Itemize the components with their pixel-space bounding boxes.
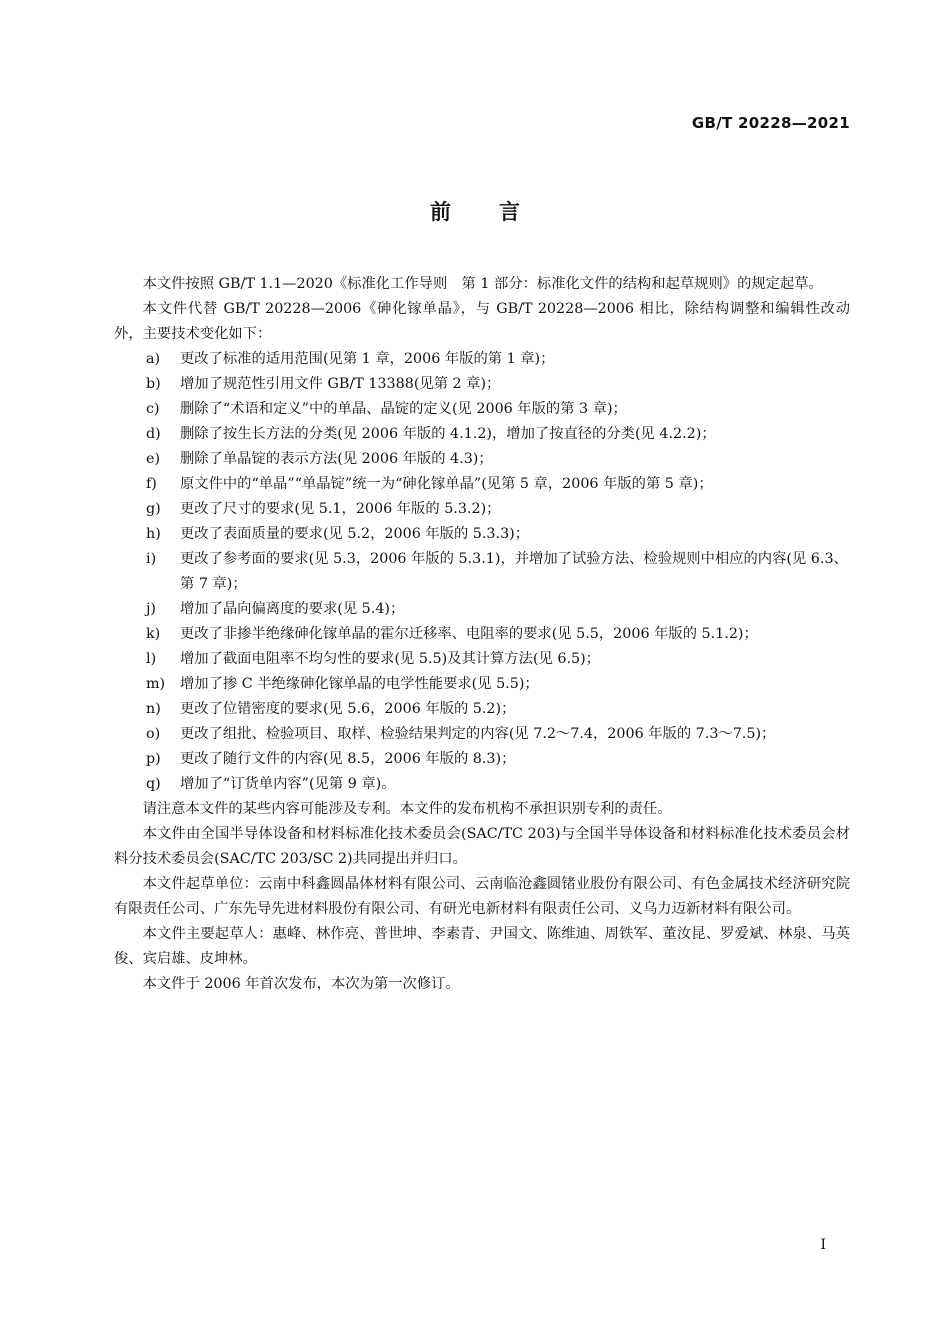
list-item: [114, 672, 850, 697]
list-marker: k): [146, 626, 161, 642]
list-text: 增加了规范性引用文件 GB/T 13388(见第 2 章)；: [180, 376, 501, 392]
paragraph-drafting-organizations: 本文件起草单位：云南中科鑫圆晶体材料有限公司、云南临沧鑫圆锗业股份有限公司、有色金属技术经济研究院有限责任公司、广东先导先进材料股份有限公司、有研光电新材料有限责任公司、义乌力迈新材料有限公司。: [114, 876, 850, 917]
paragraph-publication-history: 本文件于 2006 年首次发布，本次为第一次修订。: [142, 976, 460, 992]
list-marker: p): [146, 751, 161, 767]
technical-changes-list: [114, 347, 850, 797]
list-item: [114, 747, 850, 772]
list-marker: f): [146, 476, 157, 492]
list-text: 增加了截面电阻率不均匀性的要求(见 5.5)及其计算方法(见 6.5)；: [180, 651, 600, 667]
list-text: 删除了“术语和定义”中的单晶、晶锭的定义(见 2006 年版的第 3 章)；: [180, 401, 627, 417]
list-text: 更改了表面质量的要求(见 5.2，2006 年版的 5.3.3)；: [180, 526, 530, 542]
list-marker: n): [146, 701, 161, 717]
list-text: 更改了组批、检验项目、取样、检验结果判定的内容(见 7.2～7.4，2006 年版的 7.3～7.5)；: [180, 726, 776, 742]
list-text: 更改了非掺半绝缘砷化镓单晶的霍尔迁移率、电阻率的要求(见 5.5，2006 年版的 5.1.2)；: [180, 626, 758, 642]
list-text: 增加了“订货单内容”(见第 9 章)。: [180, 776, 396, 792]
list-marker: o): [146, 726, 161, 742]
list-text: 删除了按生长方法的分类(见 2006 年版的 4.1.2)，增加了按直径的分类(见 4.2.2)；: [180, 426, 716, 442]
list-text: 增加了掺 C 半绝缘砷化镓单晶的电学性能要求(见 5.5)；: [180, 676, 539, 692]
list-item: [114, 497, 850, 522]
list-text: 更改了标准的适用范围(见第 1 章，2006 年版的第 1 章)；: [180, 351, 555, 367]
page-number: I: [820, 1237, 826, 1253]
list-item: [114, 597, 850, 622]
paragraph-drafting-rules: 本文件按照 GB/T 1.1—2020《标准化工作导则 第 1 部分：标准化文件的结构和起草规则》的规定起草。: [142, 276, 823, 292]
list-item: [114, 472, 850, 497]
paragraph-patent-notice: 请注意本文件的某些内容可能涉及专利。本文件的发布机构不承担识别专利的责任。: [142, 801, 672, 817]
list-item: [114, 347, 850, 372]
standard-code: GB/T 20228—2021: [691, 114, 850, 132]
list-item: [114, 697, 850, 722]
list-text: 更改了位错密度的要求(见 5.6，2006 年版的 5.2)；: [180, 701, 516, 717]
list-text: 更改了随行文件的内容(见 8.5，2006 年版的 8.3)；: [180, 751, 516, 767]
list-marker: j): [146, 601, 157, 617]
list-text: 增加了晶向偏离度的要求(见 5.4)；: [180, 601, 405, 617]
list-marker: c): [146, 401, 160, 417]
list-item: [114, 547, 850, 597]
list-text: 原文件中的“单晶”“单晶锭”统一为“砷化镓单晶”(见第 5 章，2006 年版的第 5 章)；: [180, 476, 713, 492]
list-item: [114, 397, 850, 422]
list-marker: d): [146, 426, 161, 442]
list-marker: l): [146, 651, 157, 667]
page-title: 前言: [430, 200, 568, 224]
list-item: [114, 447, 850, 472]
list-item: [114, 772, 850, 797]
list-marker: m): [146, 676, 166, 692]
list-item: [114, 522, 850, 547]
list-item: [114, 622, 850, 647]
list-marker: b): [146, 376, 161, 392]
foreword-body: [114, 272, 850, 997]
paragraph-replacement: 本文件代替 GB/T 20228—2006《砷化镓单晶》，与 GB/T 20228—2006 相比，除结构调整和编辑性改动外，主要技术变化如下：: [114, 301, 850, 342]
list-marker: a): [146, 351, 161, 367]
list-item: [114, 722, 850, 747]
list-marker: i): [146, 551, 157, 567]
list-marker: q): [146, 776, 161, 792]
list-text: 更改了参考面的要求(见 5.3，2006 年版的 5.3.1)，并增加了试验方法、检验规则中相应的内容(见 6.3、第 7 章)；: [180, 551, 848, 592]
list-item: [114, 372, 850, 397]
list-marker: h): [146, 526, 161, 542]
list-marker: g): [146, 501, 161, 517]
list-marker: e): [146, 451, 161, 467]
list-text: 更改了尺寸的要求(见 5.1，2006 年版的 5.3.2)；: [180, 501, 501, 517]
list-text: 删除了单晶锭的表示方法(见 2006 年版的 4.3)；: [180, 451, 493, 467]
paragraph-drafters: 本文件主要起草人：惠峰、林作亮、普世坤、李素青、尹国文、陈维迪、周铁军、董汝昆、罗爱斌、林泉、马英俊、宾启雄、皮坤林。: [114, 926, 850, 967]
list-item: [114, 647, 850, 672]
paragraph-proposer: 本文件由全国半导体设备和材料标准化技术委员会(SAC/TC 203)与全国半导体设备和材料标准化技术委员会材料分技术委员会(SAC/TC 203/SC 2)共同提出并归口。: [114, 826, 850, 867]
list-item: [114, 422, 850, 447]
